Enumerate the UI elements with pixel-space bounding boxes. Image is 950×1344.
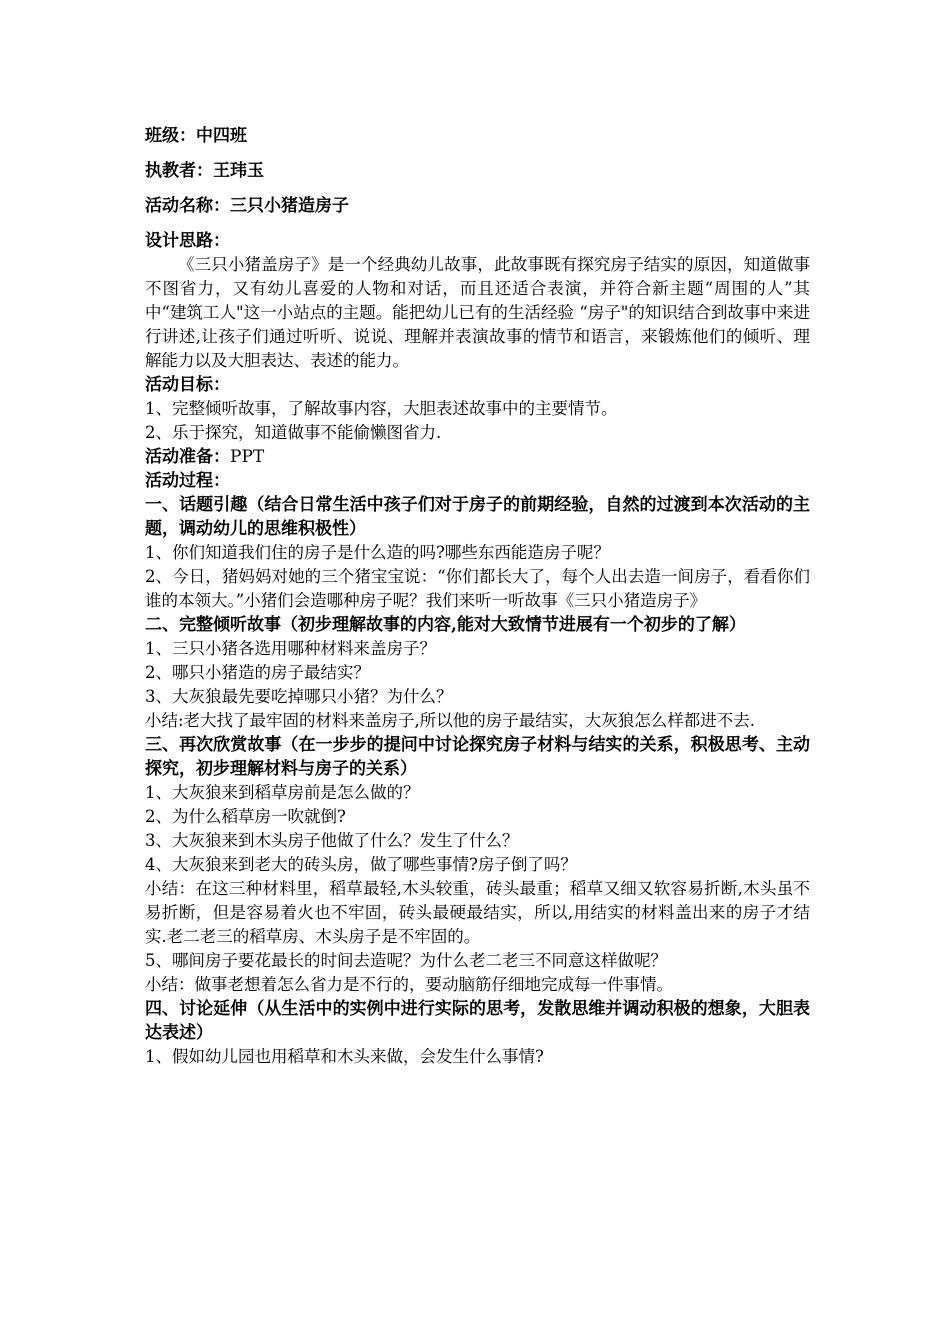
summary-item: 小结：在这三种材料里，稻草最轻,木头较重，砖头最重；稻草又细又软容易折断,木头虽不易折断，但是容易着火也不牢固，砖头最硬最结实，所以,用结实的材料盖出来的房子才结实.老二老三的稻草房、木头房子是不牢固的。 <box>145 879 810 946</box>
list-item: 4、大灰狼来到老大的砖头房，做了哪些事情?房子倒了吗？ <box>145 855 577 874</box>
list-item: 3、大灰狼来到木头房子他做了什么？发生了什么？ <box>145 831 519 850</box>
list-item: 5、哪间房子要花最长的时间去造呢？为什么老二老三不同意这样做呢？ <box>145 951 667 970</box>
prep-line <box>145 445 810 469</box>
list-item: 1、假如幼儿园也用稻草和木头来做，会发生什么事情? <box>145 1047 544 1066</box>
section-title: 二、完整倾听故事（初步理解故事的内容,能对大致情节进展有一个初步的了解） <box>145 615 746 635</box>
section-title: 四、讨论延伸（从生活中的实例中进行实际的思考，发散思维并调动积极的想象，大胆表达表述） <box>145 999 810 1043</box>
teacher-line: 执教者：王玮玉 <box>145 161 264 181</box>
list-item: 3、大灰狼最先要吃掉哪只小猪？为什么？ <box>145 687 453 706</box>
summary-item: 小结：做事老想着怎么省力是不行的，要动脑筋仔细地完成每一件事情。 <box>145 975 673 994</box>
goal-item: 2、乐于探究，知道做事不能偷懒图省力. <box>145 423 442 442</box>
section-title: 一、话题引趣（结合日常生活中孩子们对于房子的前期经验，自然的过渡到本次活动的主题，调动幼儿的思维积极性） <box>145 495 810 539</box>
summary-item: 小结:老大找了最牢固的材料来盖房子,所以他的房子最结实，大灰狼怎么样都进不去. <box>145 711 756 730</box>
goals-heading: 活动目标： <box>145 375 230 395</box>
list-item: 2、今日，猪妈妈对她的三个猪宝宝说：“你们都长大了，每个人出去造一间房子，看看你们谁的本领大。”小猪们会造哪种房子呢？我们来听一听故事《三只小猪造房子》 <box>145 567 810 610</box>
activity-name-line: 活动名称：三只小猪造房子 <box>145 196 349 216</box>
prep-value: PPT <box>230 447 265 467</box>
goal-item: 1、完整倾听故事，了解故事内容，大胆表述故事中的主要情节。 <box>145 399 618 418</box>
section-title: 三、再次欣赏故事（在一步步的提问中讨论探究房子材料与结实的关系，积极思考、主动探究，初步理解材料与房子的关系） <box>145 735 810 779</box>
list-item: 1、大灰狼来到稻草房前是怎么做的？ <box>145 783 420 802</box>
design-paragraph: 《三只小猪盖房子》是一个经典幼儿故事，此故事既有探究房子结实的原因，知道做事不图省力，又有幼儿喜爱的人物和对话，而且还适合表演，并符合新主题“周围的人”其中“建筑工人"这一小站点的主题。能把幼儿已有的生活经验 “房子"的知识结合到故事中来进行讲述,让孩子们通过听听、说说、理解并表演故事的情节和语言，来锻炼他们的倾听、理解能力以及大胆表达、表述的能力。 <box>145 255 810 370</box>
list-item: 1、三只小猪各选用哪种材料来盖房子？ <box>145 639 436 658</box>
process-heading: 活动过程： <box>145 471 230 491</box>
document-page <box>145 125 810 1069</box>
design-heading: 设计思路： <box>145 231 230 251</box>
list-item: 2、哪只小猪造的房子最结实？ <box>145 663 370 682</box>
list-item: 1、你们知道我们住的房子是什么造的吗?哪些东西能造房子呢？ <box>145 543 610 562</box>
class-line: 班级：中四班 <box>145 126 247 146</box>
prep-heading: 活动准备： <box>145 447 230 467</box>
list-item: 2、为什么稻草房一吹就倒? <box>145 807 346 826</box>
